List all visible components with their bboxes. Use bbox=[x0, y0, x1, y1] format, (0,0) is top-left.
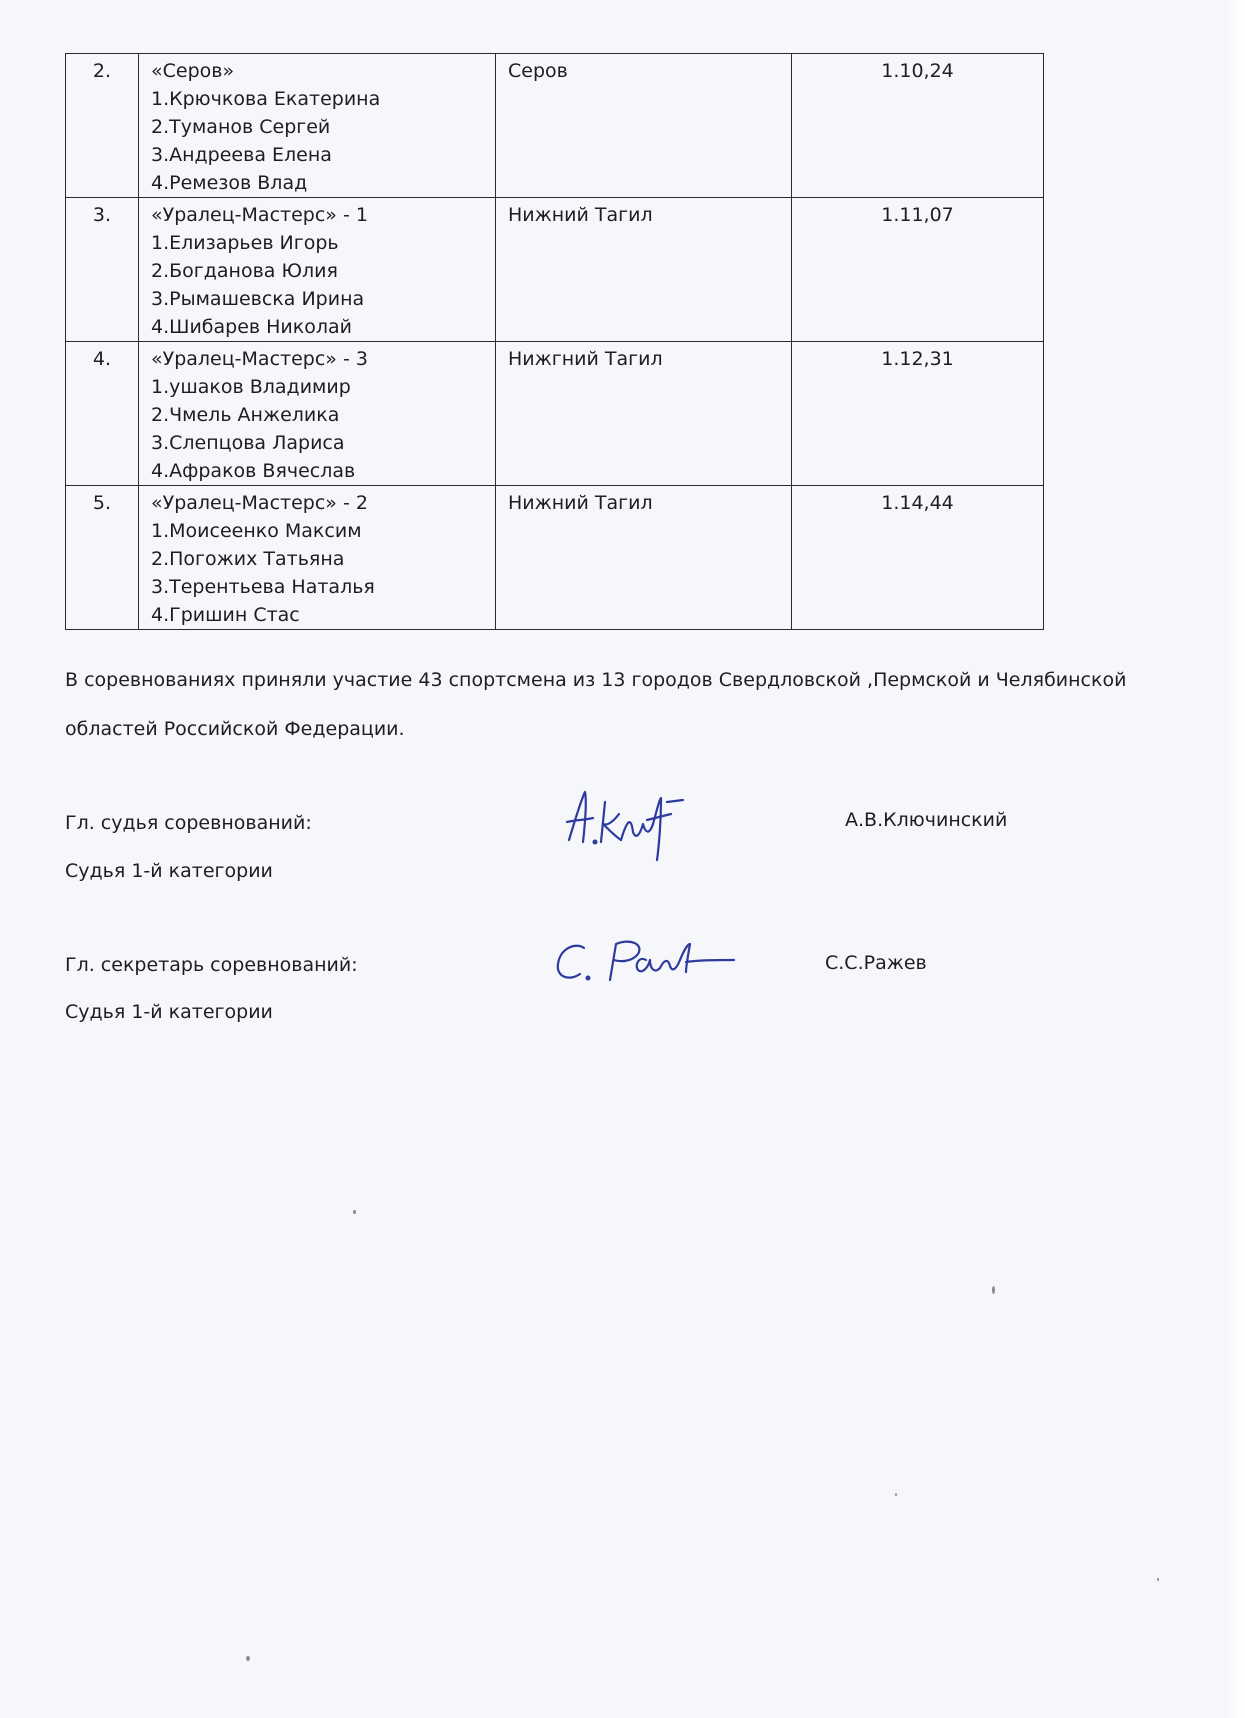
time-cell: 1.14,44 bbox=[792, 486, 1044, 630]
team-member: 4.Ремезов Влад bbox=[151, 172, 308, 194]
team-member: 2.Туманов Сергей bbox=[151, 116, 331, 138]
place-cell: 5. bbox=[66, 486, 139, 630]
summary-line-1: В соревнованиях приняли участие 43 спортсмена из 13 городов Свердловской ,Пермской и Челябинской bbox=[65, 669, 1127, 691]
time-cell: 1.11,07 bbox=[792, 198, 1044, 342]
table-row bbox=[66, 54, 1044, 198]
summary-line-2: областей Российской Федерации. bbox=[65, 718, 405, 740]
judge-signature bbox=[555, 780, 705, 870]
table-row bbox=[66, 198, 1044, 342]
team-member: 2.Чмель Анжелика bbox=[151, 404, 340, 426]
team-cell bbox=[139, 342, 496, 486]
page-edge bbox=[1223, 0, 1245, 1718]
scan-speck bbox=[246, 1656, 250, 1661]
city-cell: Серов bbox=[496, 54, 792, 198]
city-cell: Нижний Тагил bbox=[496, 486, 792, 630]
team-member: 2.Погожих Татьяна bbox=[151, 548, 345, 570]
team-member: 1.Крючкова Екатерина bbox=[151, 88, 381, 110]
scan-speck bbox=[1157, 1578, 1159, 1581]
secretary-signature bbox=[550, 930, 750, 990]
team-member: 1.Моисеенко Максим bbox=[151, 520, 362, 542]
table-row bbox=[66, 486, 1044, 630]
judge-name: А.В.Ключинский bbox=[845, 809, 1008, 831]
team-member: 4.Гришин Стас bbox=[151, 604, 300, 626]
team-name: «Уралец-Мастерс» - 3 bbox=[151, 348, 368, 370]
time-cell: 1.10,24 bbox=[792, 54, 1044, 198]
secretary-category: Судья 1-й категории bbox=[65, 1001, 273, 1023]
secretary-name: С.С.Ражев bbox=[825, 952, 927, 974]
team-member: 2.Богданова Юлия bbox=[151, 260, 338, 282]
scan-speck bbox=[992, 1286, 995, 1294]
scan-speck bbox=[353, 1210, 356, 1214]
city-cell: Нижний Тагил bbox=[496, 198, 792, 342]
city-cell: Нижгний Тагил bbox=[496, 342, 792, 486]
table-row bbox=[66, 342, 1044, 486]
team-member: 1.ушаков Владимир bbox=[151, 376, 351, 398]
team-cell bbox=[139, 198, 496, 342]
time-cell: 1.12,31 bbox=[792, 342, 1044, 486]
team-name: «Уралец-Мастерс» - 2 bbox=[151, 492, 368, 514]
team-cell bbox=[139, 486, 496, 630]
team-name: «Уралец-Мастерс» - 1 bbox=[151, 204, 368, 226]
team-member: 3.Андреева Елена bbox=[151, 144, 332, 166]
judge-title: Гл. судья соревнований: bbox=[65, 812, 312, 834]
team-member: 3.Рымашевска Ирина bbox=[151, 288, 365, 310]
secretary-title: Гл. секретарь соревнований: bbox=[65, 954, 358, 976]
team-member: 3.Терентьева Наталья bbox=[151, 576, 375, 598]
place-cell: 4. bbox=[66, 342, 139, 486]
scan-speck bbox=[895, 1493, 897, 1496]
judge-category: Судья 1-й категории bbox=[65, 860, 273, 882]
results-table bbox=[65, 53, 1044, 630]
team-member: 3.Слепцова Лариса bbox=[151, 432, 345, 454]
team-cell bbox=[139, 54, 496, 198]
place-cell: 2. bbox=[66, 54, 139, 198]
team-member: 1.Елизарьев Игорь bbox=[151, 232, 339, 254]
team-name: «Серов» bbox=[151, 60, 235, 82]
team-member: 4.Шибарев Николай bbox=[151, 316, 353, 338]
team-member: 4.Афраков Вячеслав bbox=[151, 460, 356, 482]
place-cell: 3. bbox=[66, 198, 139, 342]
